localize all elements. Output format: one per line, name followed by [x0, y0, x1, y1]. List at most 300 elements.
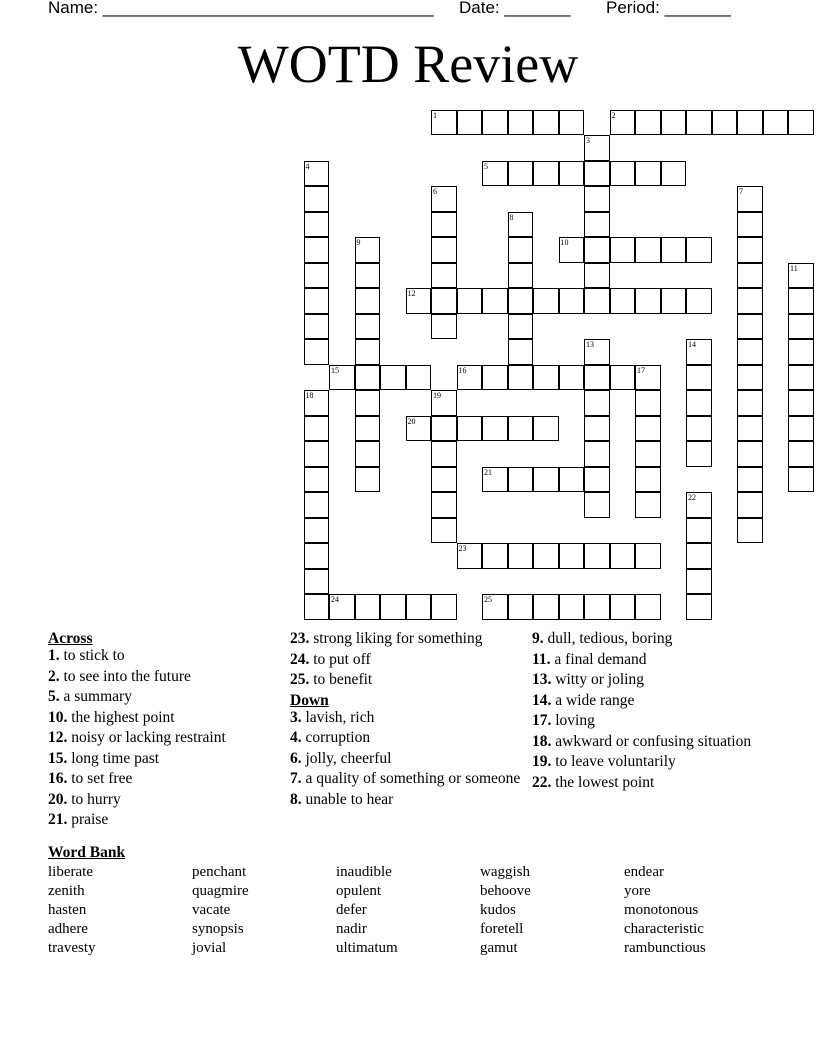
word-bank-word: gamut: [480, 940, 518, 956]
word-bank-word: yore: [624, 883, 651, 899]
crossword-cell[interactable]: [482, 416, 508, 442]
clue-item-text: a summary: [59, 688, 132, 705]
clue-number: 6: [433, 187, 437, 196]
crossword-cell[interactable]: [508, 594, 534, 620]
crossword-cell[interactable]: [457, 365, 483, 391]
crossword-cell[interactable]: [737, 314, 763, 340]
crossword-cell[interactable]: [788, 110, 814, 136]
clue-item-text: praise: [67, 811, 109, 828]
crossword-cell[interactable]: [533, 467, 559, 493]
crossword-cell[interactable]: [406, 288, 432, 314]
crossword-cell[interactable]: [686, 518, 712, 544]
word-bank-column: [192, 863, 249, 958]
crossword-cell[interactable]: [737, 339, 763, 365]
word-bank-word: opulent: [336, 883, 381, 899]
crossword-cell[interactable]: [788, 390, 814, 416]
crossword-cell[interactable]: [737, 288, 763, 314]
word-bank-word: defer: [336, 902, 367, 918]
word-bank-word: rambunctious: [624, 940, 706, 956]
clue-number: 8: [509, 212, 514, 222]
clue-item: [48, 647, 283, 664]
crossword-cell[interactable]: [737, 263, 763, 289]
clue-item-number: 7.: [290, 770, 302, 787]
crossword-cell[interactable]: [737, 186, 763, 212]
crossword-cell[interactable]: [482, 467, 508, 493]
word-bank-word: inaudible: [336, 864, 392, 880]
clue-item: [48, 750, 283, 767]
word-bank-word: travesty: [48, 940, 96, 956]
clue-item-text: dull, tedious, boring: [543, 630, 673, 647]
crossword-cell[interactable]: [635, 365, 661, 391]
page-title: WOTD Review: [237, 34, 579, 94]
clue-item: [532, 774, 772, 791]
crossword-cell[interactable]: [304, 416, 330, 442]
crossword-cell[interactable]: [329, 594, 355, 620]
crossword-cell[interactable]: [431, 288, 457, 314]
crossword-cell[interactable]: [635, 416, 661, 442]
clue-item-text: to put off: [309, 650, 371, 668]
crossword-cell[interactable]: [355, 467, 381, 493]
crossword-cell[interactable]: [304, 212, 330, 238]
word-bank-word: jovial: [192, 940, 227, 956]
clue-item-text: to stick to: [59, 647, 125, 664]
crossword-cell[interactable]: [508, 110, 534, 136]
clue-number: 10: [560, 238, 569, 247]
crossword-cell[interactable]: [304, 594, 330, 620]
word-bank-word: endear: [624, 864, 664, 880]
crossword-cell[interactable]: [304, 237, 330, 263]
word-bank-word: monotonous: [624, 902, 699, 918]
clue-item-text: to leave voluntarily: [551, 753, 676, 770]
crossword-cell[interactable]: [355, 594, 381, 620]
crossword-cell[interactable]: [482, 594, 508, 620]
crossword-cell[interactable]: [737, 110, 763, 136]
crossword-cell[interactable]: [610, 365, 636, 391]
clue-item-number: 4.: [290, 729, 302, 746]
crossword-cell[interactable]: [559, 288, 585, 314]
crossword-cell[interactable]: [355, 365, 381, 391]
crossword-cell[interactable]: [304, 263, 330, 289]
crossword-cell[interactable]: [508, 161, 534, 187]
crossword-cell[interactable]: [686, 594, 712, 620]
clue-item: [290, 651, 525, 668]
clue-item-text: long time past: [67, 749, 160, 767]
date-field[interactable]: Date: _______: [459, 0, 571, 17]
clue-item-number: 11.: [532, 650, 551, 668]
clue-item-text: a wide range: [551, 691, 635, 709]
crossword-cell[interactable]: [584, 441, 610, 467]
crossword-cell[interactable]: [533, 416, 559, 442]
crossword-cell[interactable]: [431, 314, 457, 340]
clue-item-number: 14.: [532, 691, 552, 709]
crossword-cell[interactable]: [482, 288, 508, 314]
crossword-cell[interactable]: [355, 288, 381, 314]
word-bank-word: kudos: [480, 902, 516, 918]
clues-column-2: [290, 630, 525, 811]
word-bank-word: liberate: [48, 864, 93, 880]
clue-item: [532, 753, 772, 770]
crossword-cell[interactable]: [431, 518, 457, 544]
crossword-cell[interactable]: [584, 390, 610, 416]
clue-number: 19: [433, 391, 441, 400]
crossword-cell[interactable]: [533, 288, 559, 314]
word-bank-word: foretell: [480, 921, 524, 937]
crossword-cell[interactable]: [559, 594, 585, 620]
crossword-cell[interactable]: [406, 416, 432, 442]
crossword-cell[interactable]: [559, 467, 585, 493]
clue-item: [290, 709, 525, 726]
clue-item-text: noisy or lacking restraint: [67, 729, 226, 746]
clue-item-number: 6.: [290, 749, 302, 767]
crossword-cell[interactable]: [788, 467, 814, 493]
crossword-cell[interactable]: [533, 365, 559, 391]
crossword-cell[interactable]: [584, 416, 610, 442]
word-bank-word: quagmire: [192, 883, 249, 899]
crossword-cell[interactable]: [355, 314, 381, 340]
crossword-cell[interactable]: [610, 237, 636, 263]
crossword-cell[interactable]: [559, 237, 585, 263]
clue-item-text: to set free: [67, 770, 133, 787]
word-bank-word: vacate: [192, 902, 231, 918]
word-bank-heading: Word Bank: [48, 844, 126, 861]
crossword-cell[interactable]: [737, 492, 763, 518]
crossword-cell[interactable]: [482, 543, 508, 569]
crossword-cell[interactable]: [431, 467, 457, 493]
crossword-cell[interactable]: [508, 288, 534, 314]
crossword-cell[interactable]: [788, 339, 814, 365]
crossword-cell[interactable]: [584, 288, 610, 314]
crossword-cell[interactable]: [508, 263, 534, 289]
clue-number: 9: [356, 238, 361, 247]
crossword-cell[interactable]: [635, 543, 661, 569]
clue-number: 20: [407, 416, 416, 426]
clue-item-text: to benefit: [309, 671, 373, 688]
across-clue-list: [48, 647, 283, 828]
crossword-cell[interactable]: [508, 212, 534, 238]
crossword-cell[interactable]: [508, 543, 534, 569]
clue-item: [290, 750, 525, 767]
crossword-cell[interactable]: [508, 467, 534, 493]
clue-item-number: 8.: [290, 790, 302, 808]
crossword-cell[interactable]: [304, 339, 330, 365]
clue-item-text: corruption: [301, 729, 371, 746]
clue-item-text: jolly, cheerful: [301, 749, 392, 767]
clue-item-number: 22.: [532, 773, 552, 791]
crossword-cell[interactable]: [635, 237, 661, 263]
crossword-cell[interactable]: [788, 365, 814, 391]
clue-number: 2: [611, 110, 616, 120]
clue-number: 14: [688, 340, 696, 349]
crossword-cell[interactable]: [482, 161, 508, 187]
crossword-cell[interactable]: [788, 263, 814, 289]
crossword-cell[interactable]: [457, 110, 483, 136]
crossword-cell[interactable]: [304, 518, 330, 544]
crossword-cell[interactable]: [737, 441, 763, 467]
across-heading: Across: [48, 630, 93, 647]
crossword-cell[interactable]: [406, 365, 432, 391]
clue-item: [48, 791, 283, 808]
crossword-cell[interactable]: [431, 186, 457, 212]
clue-item-number: 5.: [48, 688, 60, 705]
crossword-cell[interactable]: [686, 365, 712, 391]
clue-item-text: a final demand: [550, 650, 647, 668]
clue-item-text: to see into the future: [59, 667, 191, 685]
crossword-cell[interactable]: [686, 339, 712, 365]
crossword-cell[interactable]: [533, 110, 559, 136]
crossword-cell[interactable]: [661, 237, 687, 263]
crossword-cell[interactable]: [355, 263, 381, 289]
crossword-cell[interactable]: [304, 314, 330, 340]
crossword-cell[interactable]: [686, 110, 712, 136]
clue-item-text: the highest point: [67, 708, 175, 726]
clue-item-text: lavish, rich: [301, 708, 375, 726]
crossword-cell[interactable]: [788, 441, 814, 467]
crossword-cell[interactable]: [304, 543, 330, 569]
crossword-cell[interactable]: [406, 594, 432, 620]
crossword-cell[interactable]: [533, 161, 559, 187]
crossword-cell[interactable]: [610, 288, 636, 314]
crossword-cell[interactable]: [584, 543, 610, 569]
crossword-cell[interactable]: [635, 594, 661, 620]
crossword-cell[interactable]: [610, 110, 636, 136]
clues-column-3: [532, 630, 772, 794]
word-bank-column: [480, 863, 531, 958]
crossword-cell[interactable]: [635, 390, 661, 416]
crossword-cell[interactable]: [610, 594, 636, 620]
crossword-cell[interactable]: [533, 543, 559, 569]
crossword-cell[interactable]: [304, 441, 330, 467]
crossword-cell[interactable]: [329, 365, 355, 391]
clue-item: [290, 630, 525, 647]
crossword-cell[interactable]: [304, 467, 330, 493]
crossword-cell[interactable]: [584, 467, 610, 493]
crossword-cell[interactable]: [355, 339, 381, 365]
clue-number: 25: [484, 595, 492, 604]
clue-item: [290, 671, 525, 688]
crossword-cell[interactable]: [661, 110, 687, 136]
clue-item-text: the lowest point: [551, 773, 655, 791]
crossword-cell[interactable]: [380, 594, 406, 620]
crossword-cell[interactable]: [355, 416, 381, 442]
crossword-cell[interactable]: [635, 110, 661, 136]
clue-item-text: to hurry: [67, 790, 121, 808]
crossword-cell[interactable]: [431, 441, 457, 467]
crossword-cell[interactable]: [355, 390, 381, 416]
clue-item-number: 3.: [290, 708, 302, 726]
crossword-cell[interactable]: [635, 288, 661, 314]
crossword-cell[interactable]: [304, 492, 330, 518]
clue-item: [48, 770, 283, 787]
crossword-cell[interactable]: [457, 288, 483, 314]
clue-item-number: 13.: [532, 671, 552, 688]
crossword-cell[interactable]: [635, 467, 661, 493]
crossword-cell[interactable]: [457, 416, 483, 442]
down-clue-list: [290, 709, 525, 808]
crossword-cell[interactable]: [635, 441, 661, 467]
clue-item-number: 18.: [532, 732, 552, 750]
crossword-cell[interactable]: [686, 492, 712, 518]
crossword-cell[interactable]: [457, 543, 483, 569]
crossword-cell[interactable]: [431, 492, 457, 518]
crossword-cell[interactable]: [355, 237, 381, 263]
crossword-cell[interactable]: [788, 288, 814, 314]
clue-item-number: 24.: [290, 650, 310, 668]
crossword-cell[interactable]: [508, 339, 534, 365]
name-field[interactable]: Name: ___________________________________: [48, 0, 434, 17]
crossword-cell[interactable]: [304, 569, 330, 595]
clue-item-number: 1.: [48, 647, 60, 664]
crossword-cell[interactable]: [686, 288, 712, 314]
clue-number: 4: [305, 161, 310, 171]
crossword-cell[interactable]: [610, 543, 636, 569]
crossword-cell[interactable]: [635, 161, 661, 187]
clue-item-number: 10.: [48, 708, 68, 726]
crossword-cell[interactable]: [431, 390, 457, 416]
crossword-cell[interactable]: [686, 543, 712, 569]
clue-number: 3: [586, 136, 590, 145]
crossword-cell[interactable]: [610, 161, 636, 187]
crossword-cell[interactable]: [584, 161, 610, 187]
crossword-cell[interactable]: [482, 365, 508, 391]
crossword-cell[interactable]: [584, 594, 610, 620]
crossword-cell[interactable]: [431, 237, 457, 263]
clue-item: [48, 729, 283, 746]
word-bank-column: [624, 863, 706, 958]
crossword-cell[interactable]: [661, 161, 687, 187]
clue-item-number: 20.: [48, 790, 68, 808]
word-bank-column: [336, 863, 398, 958]
crossword-cell[interactable]: [559, 543, 585, 569]
clue-item-number: 21.: [48, 811, 68, 828]
crossword-cell[interactable]: [737, 237, 763, 263]
clue-item-text: a quality of something or someone: [301, 770, 521, 787]
clue-item-number: 17.: [532, 712, 552, 729]
crossword-cell[interactable]: [737, 212, 763, 238]
clue-item-number: 25.: [290, 671, 310, 688]
down-heading: Down: [290, 691, 329, 709]
crossword-cell[interactable]: [304, 186, 330, 212]
clue-item-number: 12.: [48, 729, 68, 746]
crossword-cell[interactable]: [584, 186, 610, 212]
clue-number: 7: [739, 187, 743, 196]
crossword-cell[interactable]: [584, 492, 610, 518]
clue-number: 1: [433, 110, 437, 120]
clue-item-number: 16.: [48, 770, 68, 787]
word-bank-word: nadir: [336, 921, 367, 937]
word-bank-word: zenith: [48, 883, 85, 899]
clue-number: 24: [331, 595, 339, 604]
period-field[interactable]: Period: _______: [606, 0, 731, 17]
crossword-cell[interactable]: [737, 518, 763, 544]
clue-item: [48, 811, 283, 828]
clue-item-number: 19.: [532, 753, 552, 770]
crossword-cell[interactable]: [508, 416, 534, 442]
crossword-cell[interactable]: [788, 416, 814, 442]
clue-item: [290, 729, 525, 746]
crossword-cell[interactable]: [559, 161, 585, 187]
crossword-cell[interactable]: [508, 365, 534, 391]
down-clue-list-continued: [532, 630, 772, 791]
crossword-cell[interactable]: [686, 390, 712, 416]
crossword-cell[interactable]: [661, 288, 687, 314]
crossword-cell[interactable]: [737, 467, 763, 493]
crossword-cell[interactable]: [737, 365, 763, 391]
crossword-cell[interactable]: [304, 390, 330, 416]
crossword-cell[interactable]: [712, 110, 738, 136]
crossword-cell[interactable]: [431, 110, 457, 136]
crossword-cell[interactable]: [559, 365, 585, 391]
crossword-cell[interactable]: [304, 161, 330, 187]
crossword-cell[interactable]: [635, 492, 661, 518]
crossword-cell[interactable]: [686, 441, 712, 467]
crossword-cell[interactable]: [686, 416, 712, 442]
clue-item: [48, 668, 283, 685]
crossword-cell[interactable]: [584, 263, 610, 289]
crossword-cell[interactable]: [686, 569, 712, 595]
clue-number: 5: [484, 161, 488, 171]
word-bank-word: waggish: [480, 864, 530, 880]
crossword-cell[interactable]: [431, 416, 457, 442]
crossword-cell[interactable]: [584, 237, 610, 263]
crossword-cell[interactable]: [686, 237, 712, 263]
crossword-cell[interactable]: [380, 365, 406, 391]
crossword-cell[interactable]: [508, 314, 534, 340]
clue-item: [290, 791, 525, 808]
clue-item: [48, 709, 283, 726]
clue-number: 16: [458, 365, 467, 375]
crossword-cell[interactable]: [304, 288, 330, 314]
crossword-cell[interactable]: [584, 365, 610, 391]
clue-number: 23: [458, 544, 467, 553]
word-bank-column: [48, 863, 95, 958]
crossword-cell[interactable]: [737, 416, 763, 442]
crossword-cell[interactable]: [431, 594, 457, 620]
clue-number: 12: [407, 289, 416, 298]
clues-column-1: [48, 630, 283, 832]
crossword-cell[interactable]: [508, 237, 534, 263]
clue-item-text: unable to hear: [301, 790, 394, 808]
word-bank-word: characteristic: [624, 921, 704, 937]
clue-item-text: loving: [551, 712, 595, 729]
crossword-cell[interactable]: [584, 339, 610, 365]
clue-item-number: 23.: [290, 630, 310, 647]
crossword-cell[interactable]: [788, 314, 814, 340]
crossword-cell[interactable]: [559, 110, 585, 136]
clue-item: [532, 671, 772, 688]
crossword-cell[interactable]: [355, 441, 381, 467]
crossword-cell[interactable]: [737, 390, 763, 416]
across-clue-list-continued: [290, 630, 525, 688]
clue-number: 21: [484, 467, 492, 477]
word-bank-word: ultimatum: [336, 940, 398, 956]
clue-item: [532, 692, 772, 709]
word-bank-word: synopsis: [192, 921, 244, 937]
clue-item-text: awkward or confusing situation: [551, 732, 752, 750]
crossword-cell[interactable]: [431, 212, 457, 238]
clue-number: 13: [586, 340, 594, 349]
clue-item-number: 15.: [48, 749, 68, 767]
crossword-cell[interactable]: [584, 135, 610, 161]
clue-number: 22: [688, 493, 696, 502]
clue-item-number: 2.: [48, 667, 60, 685]
clue-item: [48, 688, 283, 705]
crossword-cell[interactable]: [431, 263, 457, 289]
clue-number: 15: [331, 365, 339, 375]
crossword-cell[interactable]: [533, 594, 559, 620]
crossword-cell[interactable]: [763, 110, 789, 136]
crossword-cell[interactable]: [482, 110, 508, 136]
crossword-cell[interactable]: [584, 212, 610, 238]
